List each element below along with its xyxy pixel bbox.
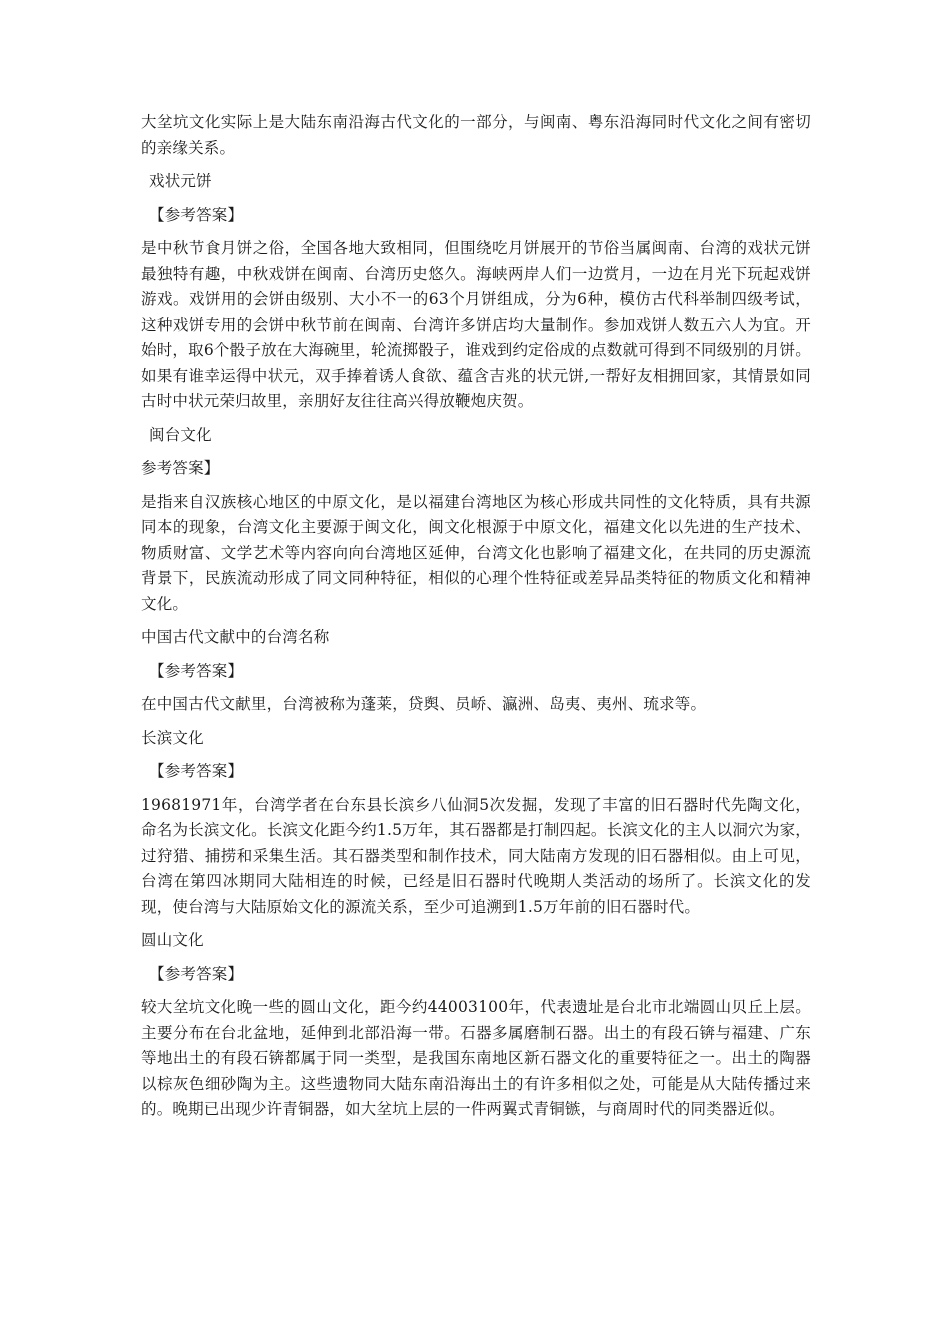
answer-text: 是中秋节食月饼之俗，全国各地大致相同，但围绕吃月饼展开的节俗当属闽南、台湾的戏状元饼最独特有趣，中秋戏饼在闽南、台湾历史悠久。海峡两岸人们一边赏月，一边在月光下玩起戏饼游戏。戏饼用的会饼由级别、大小不一的63个月饼组成，分为6种，模仿古代科举制四级考试，这种戏饼专用的会饼中秋节前在闽南、台湾许多饼店均大量制作。参加戏饼人数五六人为宜。开始时，取6个骰子放在大海碗里，轮流掷骰子，谁戏到约定俗成的点数就可得到不同级别的月饼。如果有谁幸运得中状元，双手捧着诱人食欲、蕴含吉兆的状元饼,一帮好友相拥回家，其情景如同古时中状元荣归故里，亲朋好友往往高兴得放鞭炮庆贺。 — [141, 239, 811, 410]
section-mintai-wenhua — [141, 423, 811, 618]
answer-label: 【参考答案】 — [149, 661, 244, 680]
section-taiwan-names — [141, 625, 811, 718]
answer-text: 是指来自汉族核心地区的中原文化，是以福建台湾地区为核心形成共同性的文化特质，具有共源同本的现象，台湾文化主要源于闽文化，闽文化根源于中原文化，福建文化以先进的生产技术、物质财富、文学艺术等内容向向台湾地区延伸，台湾文化也影响了福建文化，在共同的历史源流背景下，民族流动形成了同文同种特征，相似的心理个性特征或差异品类特征的物质文化和精神文化。 — [141, 492, 811, 613]
section-title: 闽台文化 — [149, 425, 212, 444]
section-xizhuangyuanbing — [141, 169, 811, 415]
answer-label: 【参考答案】 — [149, 762, 244, 780]
answer-label: 【参考答案】 — [149, 205, 244, 224]
answer-text: 较大坌坑文化晚一些的圆山文化，距今约44003100年，代表遗址是台北市北端圆山贝丘上层。主要分布在台北盆地，延伸到北部沿海一带。石器多属磨制石器。出土的有段石锛与福建、广东等地出土的有段石锛都属于同一类型，是我国东南地区新石器文化的重要特征之一。出土的陶器以棕灰色细砂陶为主。这些遗物同大陆东南沿海出土的有许多相似之处，可能是从大陆传播过来的。晚期已出现少许青铜器，如大坌坑上层的一件两翼式青铜镞，与商周时代的同类器近似。 — [141, 998, 811, 1118]
section-title: 圆山文化 — [141, 931, 204, 949]
intro-paragraph: 大坌坑文化实际上是大陆东南沿海古代文化的一部分，与闽南、粤东沿海同时代文化之间有密切的亲缘关系。 — [141, 113, 811, 157]
answer-label: 参考答案】 — [141, 459, 220, 477]
section-title: 中国古代文献中的台湾名称 — [141, 628, 330, 646]
section-title: 长滨文化 — [141, 728, 204, 747]
section-yuanshan-wenhua — [141, 928, 811, 1123]
section-title: 戏状元饼 — [149, 172, 212, 190]
section-changbin-wenhua — [141, 726, 811, 921]
answer-label: 【参考答案】 — [149, 964, 244, 983]
document-page — [141, 110, 811, 1131]
answer-text: 19681971年，台湾学者在台东县长滨乡八仙洞5次发掘，发现了丰富的旧石器时代先陶文化，命名为长滨文化。长滨文化距今约1.5万年，其石器都是打制四起。长滨文化的主人以洞穴为家，过狩猎、捕捞和采集生活。其石器类型和制作技术，同大陆南方发现的旧石器相似。由上可见，台湾在第四冰期同大陆相连的时候，已经是旧石器时代晚期人类活动的场所了。长滨文化的发现，使台湾与大陆原始文化的源流关系，至少可追溯到1.5万年前的旧石器时代。 — [141, 795, 811, 916]
answer-text: 在中国古代文献里，台湾被称为蓬莱，贷舆、员峤、瀛洲、岛夷、夷州、琉求等。 — [141, 695, 707, 713]
